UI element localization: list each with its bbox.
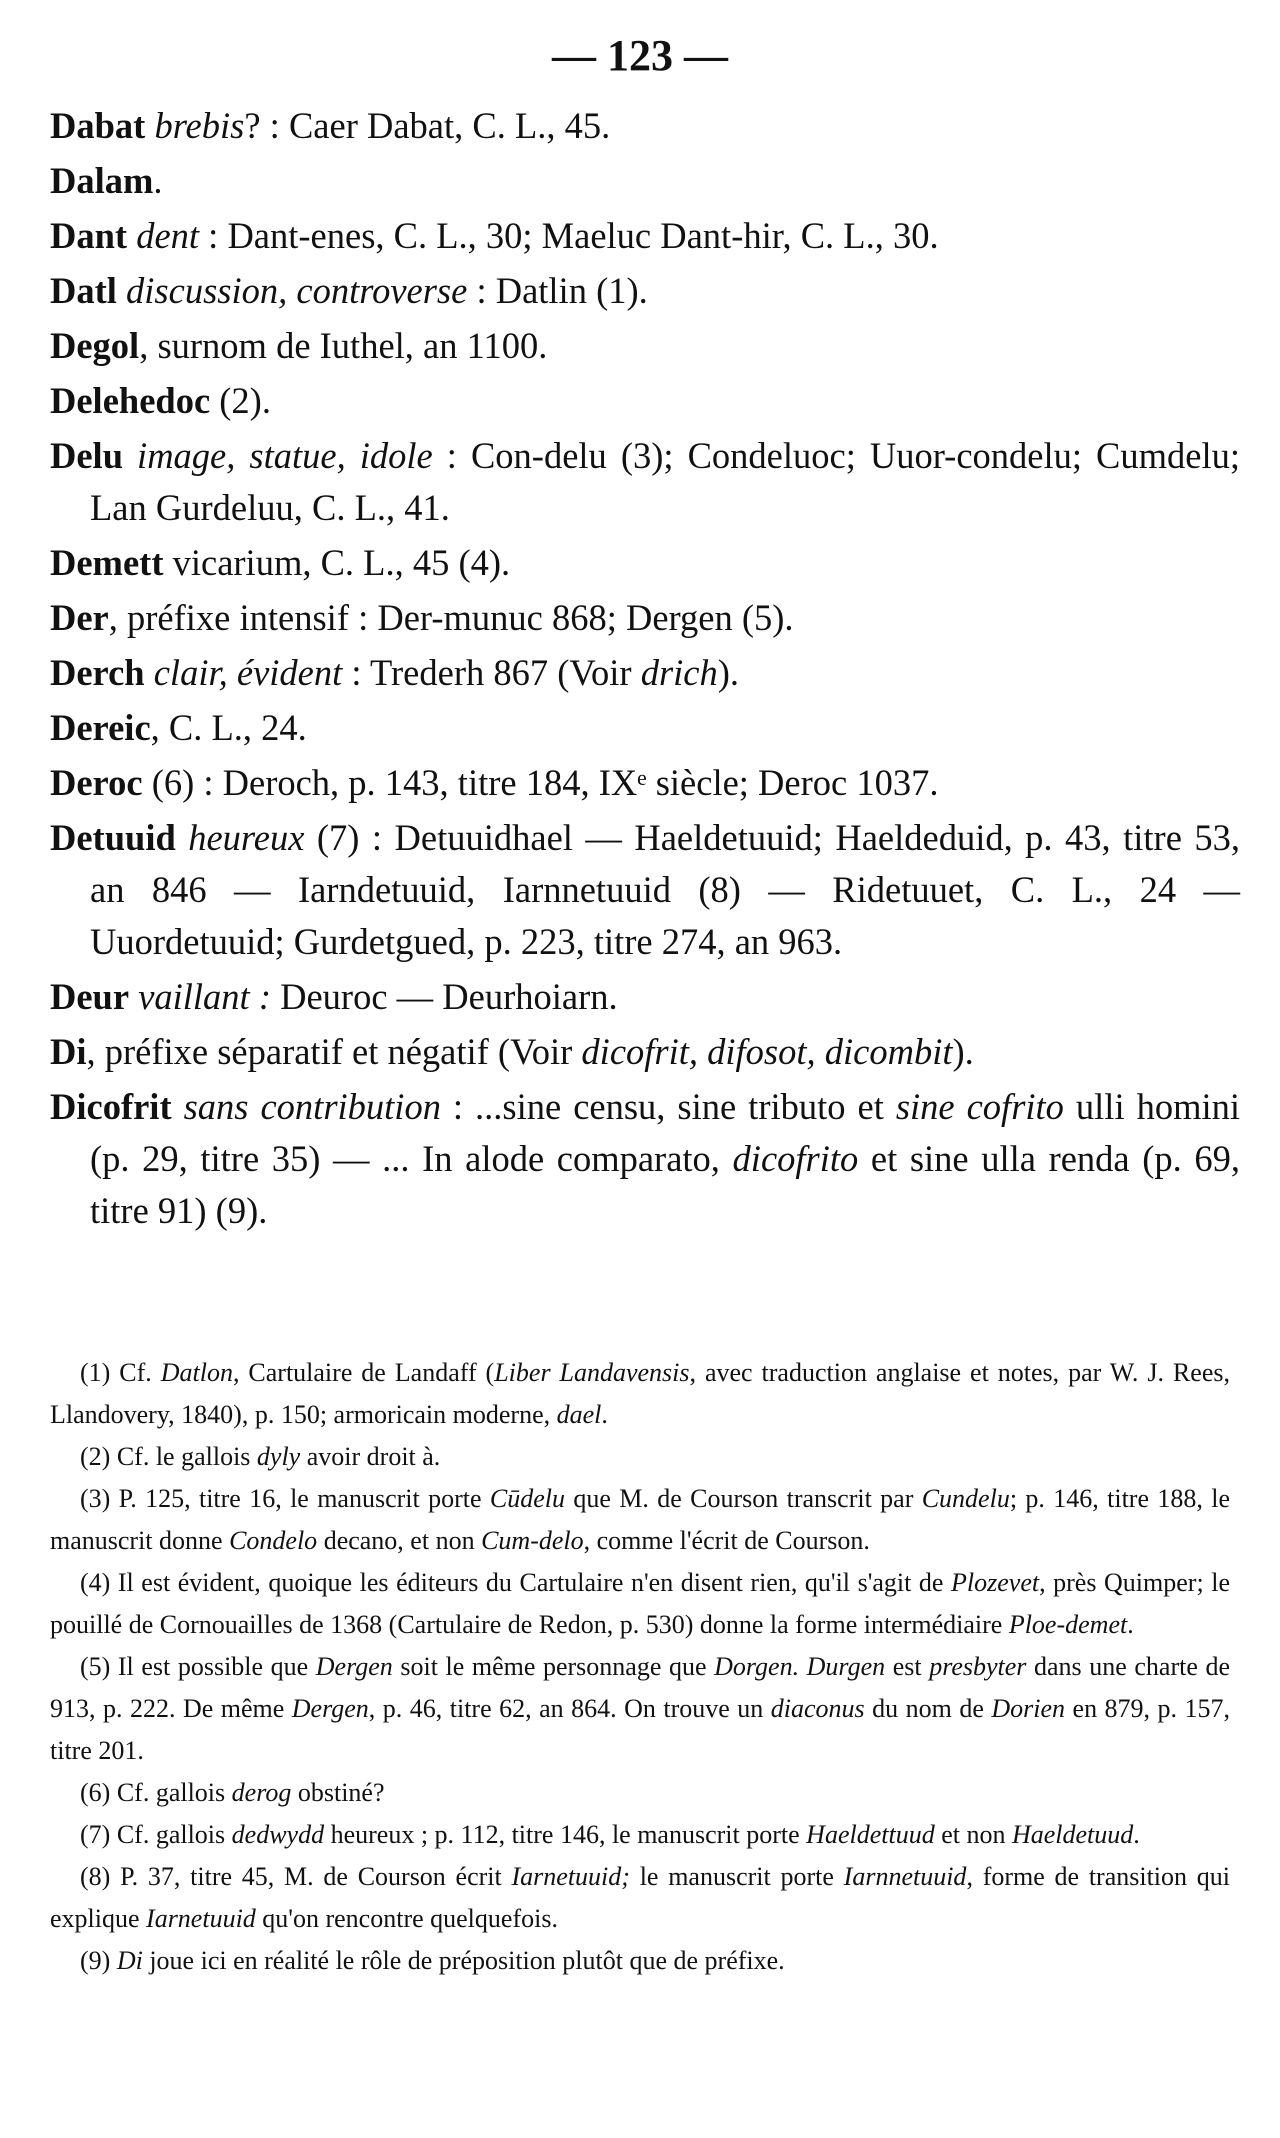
- footnote: [50, 1646, 1230, 1772]
- italic-text: Iarnetuuid;: [511, 1862, 630, 1891]
- italic-text: sine cofrito: [895, 1086, 1064, 1127]
- glossary-entry: [50, 1026, 1240, 1078]
- text-run: .: [1127, 1610, 1134, 1639]
- footnote: [50, 1940, 1230, 1982]
- text-run: et non: [934, 1820, 1012, 1849]
- text-run: , C. L., 24.: [150, 707, 307, 748]
- text-run: avoir droit à.: [300, 1442, 441, 1471]
- italic-text: Dergen: [315, 1652, 393, 1681]
- text-run: du nom de: [864, 1694, 992, 1723]
- italic-text: Condelo: [229, 1526, 318, 1555]
- text-run: (8) P. 37, titre 45, M. de Courson écrit: [80, 1862, 512, 1891]
- footnote: [50, 1478, 1230, 1562]
- headword: Detuuid: [50, 817, 176, 858]
- italic-text: dyly: [256, 1442, 301, 1471]
- glossary-entry: [50, 1081, 1240, 1237]
- footnote: [50, 1352, 1230, 1436]
- headword: Dant: [50, 215, 128, 256]
- text-run: est: [885, 1652, 930, 1681]
- text-run: ; p. 146, titre 188, le manuscrit donne: [50, 1484, 1230, 1555]
- italic-text: diaconus: [770, 1694, 865, 1723]
- glossary-entry: [50, 155, 1240, 207]
- footnote: [50, 1814, 1230, 1856]
- glossary-entry: [50, 757, 1240, 809]
- glossary-entries: [50, 100, 1240, 1240]
- text-run: (7) Cf. gallois: [80, 1820, 232, 1849]
- text-run: : ...sine censu, sine tributo et: [440, 1086, 896, 1127]
- text-run: [127, 215, 136, 256]
- italic-text: drich: [640, 652, 718, 693]
- italic-text: clair, évident: [153, 652, 343, 693]
- italic-text: brebis: [154, 105, 245, 146]
- glossary-entry: [50, 320, 1240, 372]
- text-run: ).: [952, 1031, 974, 1072]
- text-run: (5) Il est possible que: [80, 1652, 316, 1681]
- text-run: [129, 976, 138, 1017]
- text-run: .: [153, 160, 163, 201]
- footnote: [50, 1436, 1230, 1478]
- text-run: , avec traduction anglaise et notes, par W. J. Rees, Llandovery, 1840), p. 150; armoricain moderne,: [50, 1358, 1230, 1429]
- italic-text: Cundelu: [921, 1484, 1010, 1513]
- italic-text: Haeldetuud: [1011, 1820, 1134, 1849]
- text-run: (2).: [210, 380, 271, 421]
- text-run: : Datlin (1).: [467, 270, 648, 311]
- footnotes: [50, 1352, 1230, 1982]
- italic-text: Plozevet: [951, 1568, 1040, 1597]
- text-run: (1) Cf.: [80, 1358, 161, 1387]
- italic-text: image, statue, idole: [137, 435, 433, 476]
- headword: Dabat: [50, 105, 146, 146]
- text-run: ? : Caer Dabat, C. L., 45.: [244, 105, 611, 146]
- text-run: , Cartulaire de Landaff (: [232, 1358, 495, 1387]
- text-run: que M. de Courson transcrit par: [564, 1484, 922, 1513]
- headword: Deroc: [50, 762, 143, 803]
- italic-text: Iarnnetuuid: [843, 1862, 967, 1891]
- glossary-entry: [50, 265, 1240, 317]
- italic-text: Dergen: [291, 1694, 369, 1723]
- glossary-entry: [50, 210, 1240, 262]
- glossary-entry: [50, 702, 1240, 754]
- italic-text: vaillant :: [138, 976, 271, 1017]
- text-run: [123, 435, 137, 476]
- text-run: heureux ; p. 112, titre 146, le manuscrit porte: [324, 1820, 807, 1849]
- italic-text: Di: [116, 1946, 143, 1975]
- italic-text: dedwydd: [231, 1820, 325, 1849]
- italic-text: Dorgen. Durgen: [714, 1652, 886, 1681]
- text-run: (9): [80, 1946, 117, 1975]
- text-run: qu'on rencontre quelquefois.: [255, 1904, 558, 1933]
- headword: Di: [50, 1031, 87, 1072]
- text-run: , comme l'écrit de Courson.: [583, 1526, 870, 1555]
- glossary-entry: [50, 100, 1240, 152]
- text-run: , préfixe séparatif et négatif (Voir: [86, 1031, 582, 1072]
- italic-text: sans contribution: [183, 1086, 441, 1127]
- italic-text: heureux: [188, 817, 305, 858]
- text-run: , surnom de Iuthel, an 1100.: [139, 325, 548, 366]
- italic-text: dael: [556, 1400, 602, 1429]
- headword: Dereic: [50, 707, 151, 748]
- headword: Der: [50, 597, 109, 638]
- italic-text: Datlon: [160, 1358, 233, 1387]
- italic-text: presbyter: [929, 1652, 1027, 1681]
- text-run: decano, et non: [317, 1526, 482, 1555]
- glossary-entry: [50, 430, 1240, 534]
- text-run: , près Quimper; le pouillé de Cornouailles de 1368 (Cartulaire de Redon, p. 530) donne la forme intermédiaire: [50, 1568, 1230, 1639]
- text-run: joue ici en réalité le rôle de préposition plutôt que de préfixe.: [142, 1946, 785, 1975]
- footnote: [50, 1562, 1230, 1646]
- headword: Dicofrit: [50, 1086, 172, 1127]
- glossary-entry: [50, 592, 1240, 644]
- headword: Demett: [50, 542, 164, 583]
- headword: Degol: [50, 325, 140, 366]
- text-run: (2) Cf. le gallois: [80, 1442, 257, 1471]
- text-run: ulli homini (p. 29, titre 35) — ... In alode comparato,: [90, 1086, 1240, 1179]
- text-run: [117, 270, 126, 311]
- footnote: [50, 1772, 1230, 1814]
- italic-text: derog: [231, 1778, 292, 1807]
- text-run: (4) Il est évident, quoique les éditeurs du Cartulaire n'en disent rien, qu'il s'agit de: [80, 1568, 952, 1597]
- text-run: ).: [717, 652, 740, 693]
- glossary-entry: [50, 375, 1240, 427]
- text-run: , forme de transition qui explique: [50, 1862, 1231, 1933]
- glossary-entry: [50, 537, 1240, 589]
- text-run: soit le même personnage que: [392, 1652, 715, 1681]
- glossary-entry: [50, 647, 1240, 699]
- glossary-entry: [50, 812, 1240, 968]
- text-run: (7) : Detuuidhael — Haeldetuuid; Haeldeduid, p. 43, titre 53, an 846 — Iarndetuuid, Iarnnetuuid (8) — Ridetuuet, C. L., 24 — Uuordetuuid; Gurdetgued, p. 223, titre 274, an 963.: [90, 817, 1240, 962]
- footnote: [50, 1856, 1230, 1940]
- italic-text: Cum-delo: [481, 1526, 584, 1555]
- text-run: le manuscrit porte: [629, 1862, 844, 1891]
- italic-text: Cūdelu: [489, 1484, 565, 1513]
- text-run: [145, 652, 154, 693]
- text-run: , p. 46, titre 62, an 864. On trouve un: [368, 1694, 771, 1723]
- italic-text: Ploe-demet: [1008, 1610, 1128, 1639]
- italic-text: dent: [136, 215, 200, 256]
- italic-text: Dorien: [991, 1694, 1066, 1723]
- text-run: Deuroc — Deurhoiarn.: [270, 976, 618, 1017]
- italic-text: discussion, controverse: [126, 270, 468, 311]
- text-run: [172, 1086, 184, 1127]
- italic-text: Liber Landavensis: [494, 1358, 690, 1387]
- headword: Derch: [50, 652, 145, 693]
- headword: Delehedoc: [50, 380, 211, 421]
- text-run: et sine ulla renda (p. 69, titre 91) (9).: [90, 1138, 1240, 1231]
- text-run: obstiné?: [291, 1778, 385, 1807]
- text-run: : Trederh 867 (Voir: [342, 652, 641, 693]
- headword: Dalam: [50, 160, 154, 201]
- italic-text: Iarnetuuid: [146, 1904, 256, 1933]
- text-run: (3) P. 125, titre 16, le manuscrit porte: [80, 1484, 490, 1513]
- text-run: .: [1133, 1820, 1140, 1849]
- glossary-entry: [50, 971, 1240, 1023]
- text-run: : Dant-enes, C. L., 30; Maeluc Dant-hir, C. L., 30.: [199, 215, 939, 256]
- text-run: dans une charte de 913, p. 222. De même: [50, 1652, 1230, 1723]
- headword: Deur: [50, 976, 130, 1017]
- italic-text: dicofrit, difosot, dicombit: [581, 1031, 953, 1072]
- text-run: [176, 817, 188, 858]
- text-run: en 879, p. 157, titre 201.: [50, 1694, 1231, 1765]
- italic-text: dicofrito: [732, 1138, 859, 1179]
- text-run: vicarium, C. L., 45 (4).: [163, 542, 511, 583]
- page-number: — 123 —: [552, 31, 728, 80]
- text-run: (6) Cf. gallois: [80, 1778, 232, 1807]
- text-run: .: [601, 1400, 608, 1429]
- text-run: , préfixe intensif : Der-munuc 868; Dergen (5).: [108, 597, 794, 638]
- text-run: : Con-delu (3); Condeluoc; Uuor-condelu; Cumdelu; Lan Gurdeluu, C. L., 41.: [90, 435, 1241, 528]
- headword: Delu: [50, 435, 123, 476]
- headword: Datl: [50, 270, 117, 311]
- text-run: (6) : Deroch, p. 143, titre 184, IXᵉ siècle; Deroc 1037.: [142, 762, 939, 803]
- italic-text: Haeldettuud: [806, 1820, 935, 1849]
